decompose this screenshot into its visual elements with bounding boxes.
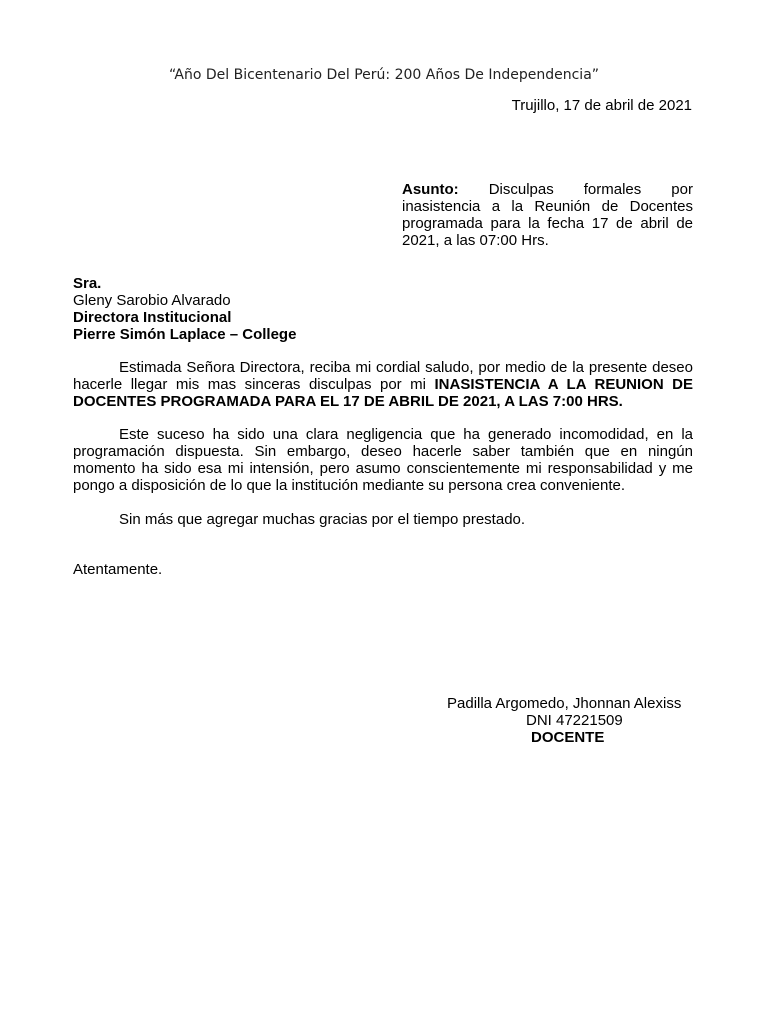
paragraph-1-text: Estimada Señora Directora, reciba mi cordial saludo, por medio de la presente deseo hacerle llegar mis mas sinceras disculpas por mi [73,359,693,393]
recipient-name: Gleny Sarobio Alvarado [73,292,231,309]
paragraph-2-text: Este suceso ha sido una clara negligencia que ha generado incomodidad, en la programación dispuesta. Sin embargo, deseo hacerle saber también que en ningún momento ha sido esa mi intensión, pero asumo conscientemente mi responsabilidad y me pongo a disposición de lo que la institución mediante su persona crea conveniente. [73,426,693,494]
paragraph-1-bold: INASISTENCIA A LA REUNION DE DOCENTES PROGRAMADA PARA EL 17 DE ABRIL DE 2021, A LAS 7:00 HRS. [73,376,693,410]
recipient-block [73,275,296,343]
signature-dni: DNI 47221509 [526,712,623,729]
recipient-salutation: Sra. [73,275,102,292]
signature-name: Padilla Argomedo, Jhonnan Alexiss [447,695,682,712]
subject-text: Disculpas formales por inasistencia a la Reunión de Docentes programada para la fecha 17 de abril de 2021, a las 07:00 Hrs. [402,181,693,249]
body-paragraph-1 [73,359,693,410]
body-paragraph-2 [73,426,693,494]
subject-label: Asunto: [402,181,459,198]
signature-role: DOCENTE [531,729,605,746]
paragraph-3-text: Sin más que agregar muchas gracias por el tiempo prestado. [119,511,526,528]
closing: Atentamente. [73,561,163,578]
body-paragraph-3 [73,511,693,528]
header-motto: “Año Del Bicentenario Del Perú: 200 Años De Independencia” [168,67,600,83]
subject-block [402,181,693,249]
recipient-position: Directora Institucional [73,309,232,326]
recipient-institution: Pierre Simón Laplace – College [73,326,297,343]
place-date: Trujillo, 17 de abril de 2021 [511,97,692,114]
